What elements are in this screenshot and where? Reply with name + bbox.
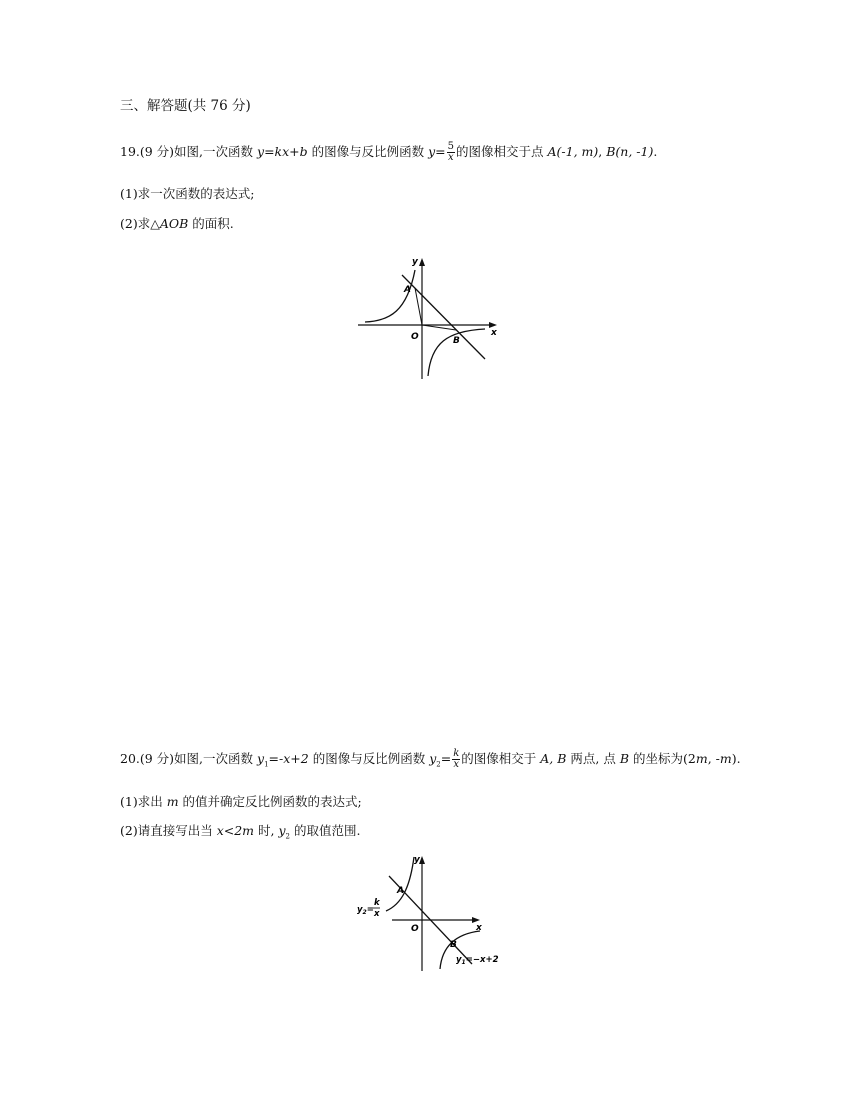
q19-stem: 19.(9 分)如图,一次函数 y=kx+b 的图像与反比例函数 y= $\frac{5}{x}$ 的图像相交于点 A(-1, m), B(n, -1).: [120, 141, 658, 163]
q20-label-y1-formula: $y_1=-x+2$: [456, 955, 499, 966]
q19-label-b: B: [453, 336, 460, 346]
q20-y-arrow: [419, 856, 425, 864]
q20-label-o: O: [411, 924, 419, 934]
q19-y-arrow: [419, 258, 425, 266]
q20-part1: (1)求出 m 的值并确定反比例函数的表达式;: [120, 794, 362, 809]
q20-stem: 20.(9 分)如图,一次函数 $y_1=-x+2$ 的图像与反比例函数 $y_2=$ $\frac{k}{x}$ 的图像相交于 A, B 两点, 点 B 的坐标为(2m, -m).: [120, 748, 741, 770]
q20-hyperbola-left: [386, 857, 414, 911]
section-title: 三、解答题(共 76 分): [120, 98, 251, 114]
q20-part2: (2)请直接写出当 x<2m 时, $y_2$ 的取值范围.: [120, 823, 361, 841]
q20-label-x: x: [476, 923, 482, 933]
q20-fraction: $\frac{k}{x}$: [453, 748, 460, 770]
q20-label-b: B: [450, 940, 457, 950]
q20-label-y: y: [414, 855, 420, 865]
q20-label-y2-formula: [357, 898, 381, 919]
q19-figure: [355, 255, 505, 385]
q19-hyperbola-left: [365, 270, 415, 322]
q19-line: [402, 275, 485, 359]
q19-label-y: y: [412, 257, 418, 267]
q19-seg-ob: [422, 325, 456, 330]
q19-label-o: O: [411, 332, 419, 342]
q19-label-x: x: [491, 328, 497, 338]
q19-part1: (1)求一次函数的表达式;: [120, 186, 255, 201]
q19-part2: (2)求△AOB 的面积.: [120, 216, 234, 231]
q20-figure: [350, 852, 510, 977]
q19-label-a: A: [404, 285, 411, 295]
q20-label-a: A: [397, 886, 404, 896]
q19-fraction: $\frac{5}{x}$: [447, 141, 455, 163]
svg-text:y2=: $y_2=$: [357, 905, 374, 916]
svg-text:k: k: [374, 898, 380, 908]
svg-text:x: x: [374, 909, 380, 919]
